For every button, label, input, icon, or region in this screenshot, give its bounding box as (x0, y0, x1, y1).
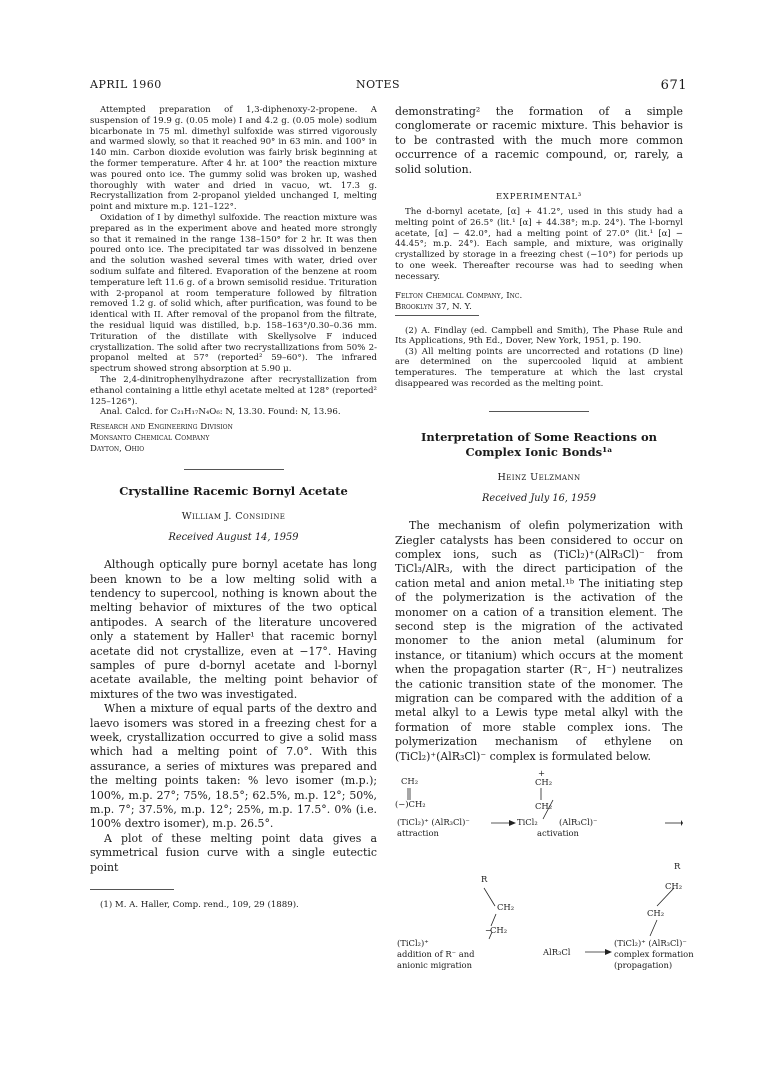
received-date-ziegler: Received July 16, 1959 (482, 493, 596, 505)
footnote-2: (2) A. Findlay (ed. Campbell and Smith), The Phase Rule and Its Applications, 9th Ed., Dover, New York, 1951, p. 190. (395, 325, 683, 347)
scheme-ch2: CH₂ (535, 801, 553, 812)
body-paragraph: A plot of these melting point data gives a symmetrical fusion curve with a single eutectic point (90, 831, 377, 874)
scheme-minus-ch2: (−)CH₂ (395, 799, 426, 810)
experimental-heading: EXPERIMENTAL³ (496, 191, 582, 202)
right-column (395, 105, 694, 980)
scheme-alr3cl-anion: (AlR₃Cl)⁻ (559, 817, 598, 828)
scheme-ch2: CH₂ (497, 902, 515, 913)
scheme-plus: + (538, 768, 546, 779)
received-date-bornyl: Received August 14, 1959 (168, 532, 299, 544)
bornyl-body-continued (395, 105, 683, 177)
footnote-haller (90, 900, 377, 911)
scheme-attraction: attraction (397, 828, 439, 839)
footnotes-bornyl (395, 326, 683, 390)
paragraph-oxidation: Oxidation of I by dimethyl sulfoxide. The reaction mixture was prepared as in the experiment above and heated more strongly so that it remained in the range 138–150° for 2 hr. It was then poured onto ice. The precipitated tar was dissolved in benzene and the solution washed several times with water, dried over sodium sulfate and filtered. Evaporation of the benzene at room temperature left 11.6 g. of a brown semisolid residue. Trituration with 2-propanol at room temperature followed by filtration removed 1.2 g. of solid which, after purification, was found to be identical with II. After removal of the propanol from the filtrate, the residual liquid was distilled, b.p. 158–163°/0.30–0.36 mm. Trituration of the distillate with Skellysolve F induced crystallization. The solid after two recrystallizations from 50% 2-propanol melted at 57° (reported² 59–60°). The infrared spectrum showed strong absorption at 5.90 μ. (90, 212, 377, 375)
left-column (90, 105, 377, 911)
body-paragraph: The mechanism of olefin polymerization with Ziegler catalysts has been considered to occur on complex ions, such as (TiCl₂)⁺(AlR₃Cl)⁻ from TiCl₃/AlR₃, with the direct participation of the cation metal and anion metal.¹ᵇ The initiating step of the polymerization is the activation of the monomer on a cation of a transition element. The second step is the migration of the activated monomer to the anion metal (aluminum for instance, or titanium) which occurs at the moment when the propagation starter (R⁻, H⁻) neutralizes the cationic transition state of the monomer. The migration can be compared with the addition of a metal alkyl to a Lewis type metal alkyl with the formation of more stable complex ions. The polymerization mechanism of ethylene on (TiCl₂)⁺(AlR₃Cl)⁻ complex is formulated below. (395, 519, 683, 763)
paragraph-diphenoxy: Attempted preparation of 1,3-diphenoxy-2-propene. A suspension of 19.9 g. (0.05 mole) I and 4.2 g. (0.05 mole) sodium bicarbonate in 75 ml. dimethyl sulfoxide was stirred vigorously and warmed slowly, so that it reached 90° in 63 min. and 100° in 140 min. Carbon dioxide evolution was fairly brisk beginning at the former temperature. After 4 hr. at 100° the reaction mixture was poured onto ice. The gummy solid was broken up, washed thoroughly with water and dried in vacuo, wt. 17.3 g. Recrystallization from 2-propanol yielded unchanged I, melting point and mixture m.p. 121–122°. (90, 105, 377, 213)
scheme-complex-ion: (TiCl₂)⁺ (AlR₃Cl)⁻ (614, 938, 687, 949)
scheme-ch2: CH₂ (535, 777, 553, 788)
paragraph-hydrazone: The 2,4-dinitrophenylhydrazone after recrystallization from ethanol containing a little ethyl acetate melted at 128° (reported² 125–126°). (90, 374, 377, 407)
scheme-r: R (481, 874, 488, 885)
address-line: Research and Engineering Division (90, 422, 233, 433)
scheme-minus: − (485, 925, 493, 936)
scheme-ticl2-cation: (TiCl₂)⁺ (397, 938, 429, 949)
author-address-monsanto (90, 422, 377, 455)
footnote-3: (3) All melting points are uncorrected and rotations (D line) are determined on the supercooled liquid at ambient temperatures. The temperature at which the last crystal disappeared was recorded as the melting point. (395, 346, 683, 389)
scheme-ticl2: TiCl₂ (517, 817, 538, 828)
ziegler-body (395, 519, 683, 764)
footnote-rule (90, 889, 174, 890)
footnote-rule (395, 315, 479, 316)
bornyl-body (90, 558, 377, 875)
scheme-ch2: CH₂ (401, 776, 419, 787)
address-line: Monsanto Chemical Company (90, 433, 210, 444)
running-header-section: NOTES (356, 78, 401, 91)
article-title-line2: Complex Ionic Bonds¹ᵃ (465, 445, 613, 460)
article-separator (489, 411, 589, 412)
scheme-complex-ion: (TiCl₂)⁺ (AlR₃Cl)⁻ (397, 817, 470, 828)
scheme-activation: activation (537, 828, 579, 839)
scheme-anionic: anionic migration (397, 960, 472, 971)
author-uelzmann: Heinz Uelzmann (497, 472, 581, 484)
body-paragraph: demonstrating² the formation of a simple conglomerate or racemic mixture. This behavior is to be contrasted with the much more common occurrence of a racemic compound, or, rarely, a solid solution. (395, 105, 683, 176)
scheme-addition: addition of R⁻ and (397, 949, 475, 960)
article-title-line1: Interpretation of Some Reactions on (421, 430, 657, 445)
footnote-1: (1) M. A. Haller, Comp. rend., 109, 29 (1889). (100, 900, 299, 911)
paragraph-analysis: Anal. Calcd. for C₂₁H₁₇N₄O₆: N, 13.30. Found: N, 13.96. (100, 407, 341, 418)
experimental-paragraph: The d-bornyl acetate, [α] + 41.2°, used in this study had a melting point of 26.5° (lit.¹ [α] + 44.38°; m.p. 24°). The l-bornyl acetate, [α] − 42.0°, had a melting point of 27.0° (lit.¹ [α] − 44.45°; m.p. 24°). Each sample, and mixture, was originally crystallized by storage in a freezing chest (−10°) for periods up to one week. Thereafter recourse was had to seeding when necessary. (395, 207, 683, 282)
polymerization-scheme (395, 768, 694, 980)
article-separator (184, 469, 284, 470)
previous-article-experimental (90, 105, 377, 418)
scheme-ch2: CH₂ (647, 908, 665, 919)
author-considine: William J. Considine (181, 511, 286, 523)
experimental-section (395, 207, 683, 283)
scheme-propagation: (propagation) (614, 960, 673, 971)
running-header-date: APRIL 1960 (90, 78, 162, 91)
scheme-ch2: CH₂ (490, 925, 508, 936)
scheme-ch2: CH₂ (665, 881, 683, 892)
body-paragraph: When a mixture of equal parts of the dextro and laevo isomers was stored in a freezing chest for a week, crystallization occurred to give a solid mass which had a melting point of 7.0°. With this assurance, a series of mixtures was prepared and the melting points taken: % levo isomer (m.p.); 100%, m.p. 27°; 75%, 18.5°; 62.5%, m.p. 12°; 50%, m.p. 7°; 37.5%, m.p. 12°; 25%, m.p. 17.5°. 0% (i.e. 100% dextro isomer), m.p. 26.5°. (90, 702, 377, 831)
address-line: Felton Chemical Company, Inc. (395, 290, 523, 301)
address-line: Brooklyn 37, N. Y. (395, 301, 472, 312)
article-title-bornyl: Crystalline Racemic Bornyl Acetate (119, 484, 348, 499)
author-address-felton (395, 291, 683, 313)
address-line: Dayton, Ohio (90, 444, 145, 455)
scheme-r: R (674, 861, 681, 872)
body-paragraph: Although optically pure bornyl acetate has long been known to be a low melting solid with a tendency to supercool, nothing is known about the melting behavior of mixtures of the two optical antipodes. A search of the literature uncovered only a statement by Haller¹ that racemic bornyl acetate did not crystallize, even at −17°. Having samples of pure d-bornyl acetate and l-bornyl acetate available, the melting point behavior of mixtures of the two was investigated. (90, 558, 377, 701)
page-number: 671 (660, 78, 687, 93)
scheme-alr3cl: AlR₃Cl (543, 947, 571, 958)
scheme-complex-formation: complex formation (614, 949, 694, 960)
